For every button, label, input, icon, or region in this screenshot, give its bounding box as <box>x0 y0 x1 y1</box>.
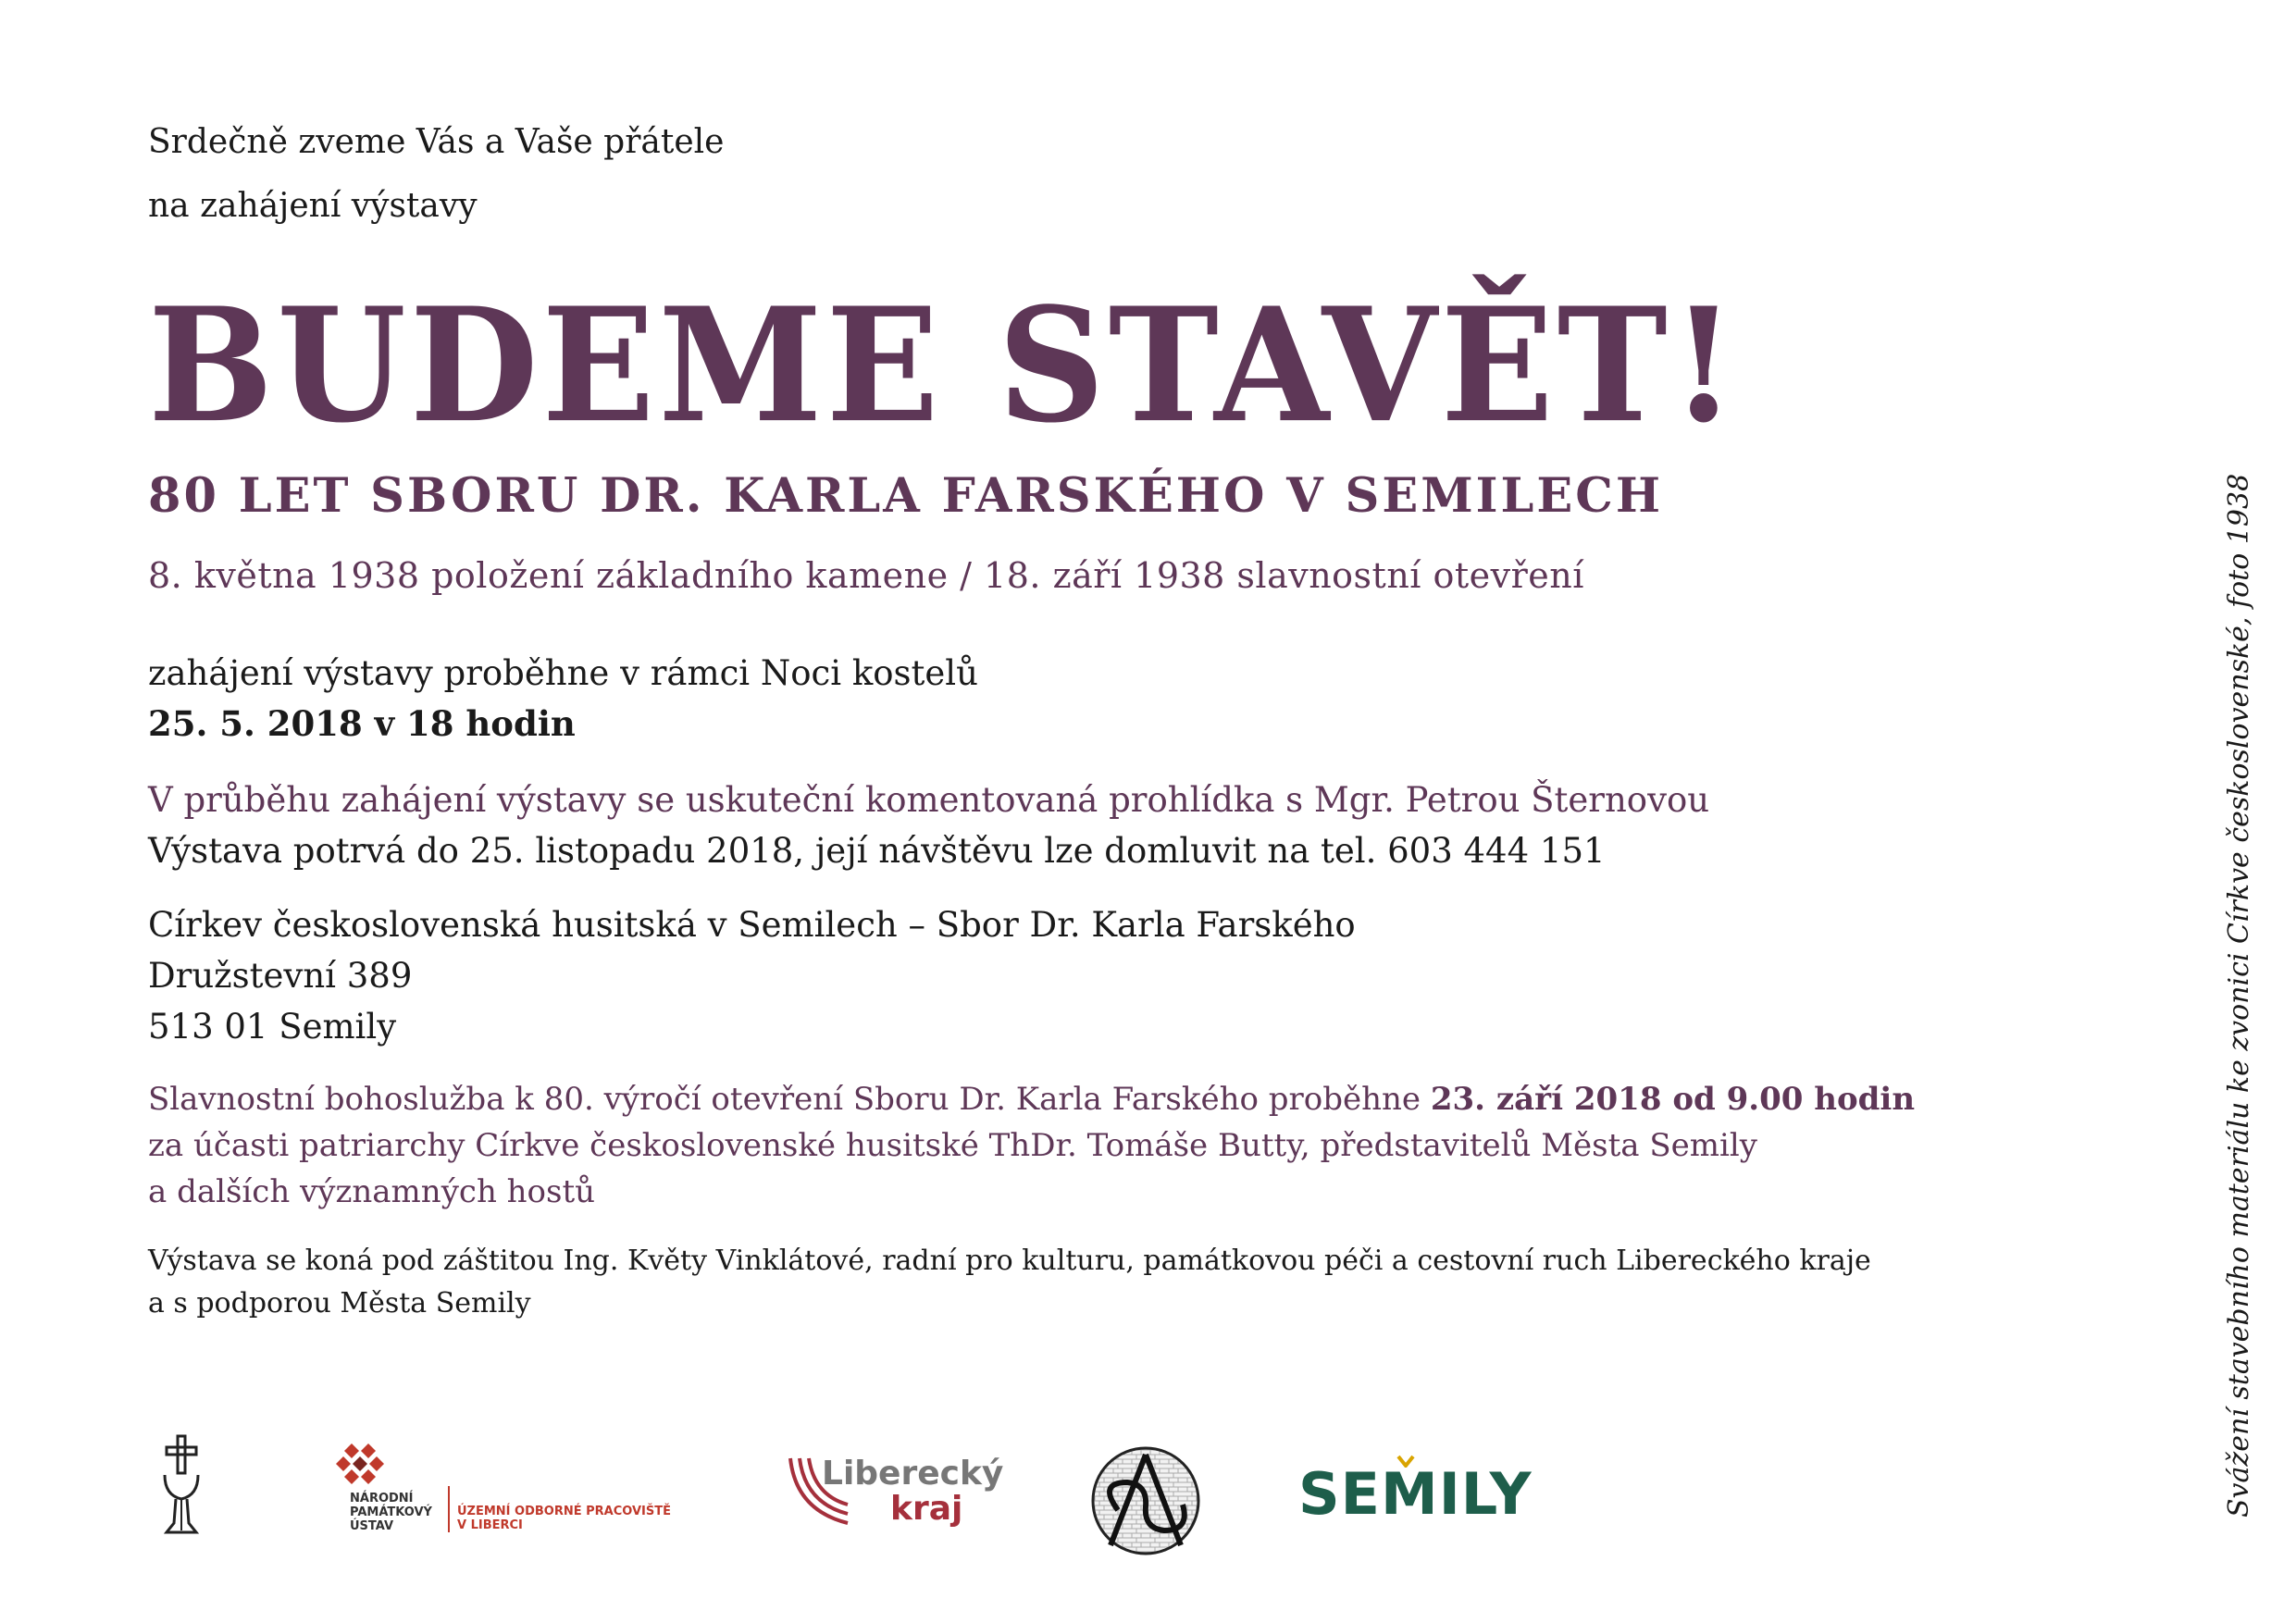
npu-name-line-3: ÚSTAV <box>350 1519 394 1533</box>
npu-name-line-1: NÁRODNÍ <box>350 1492 414 1505</box>
exhibition-subtitle: 80 LET SBORU DR. KARLA FARSKÉHO V SEMILECH <box>148 468 1664 524</box>
service-line-1-text: Slavnostní bohoslužba k 80. výročí otevření Sboru Dr. Karla Farského proběhne <box>148 1081 1431 1118</box>
opening-text: zahájení výstavy proběhne v rámci Noci kostelů <box>148 653 978 693</box>
service-line-3: a dalších významných hostů <box>148 1173 596 1210</box>
patronage-line-2: a s podporou Města Semily <box>148 1287 531 1319</box>
semily-logo <box>1298 1455 1533 1529</box>
letter-a-emblem-icon <box>1090 1445 1201 1556</box>
address-line-3: 513 01 Semily <box>148 1007 397 1047</box>
opening-datetime: 25. 5. 2018 v 18 hodin <box>148 703 576 744</box>
service-info <box>148 1076 1915 1215</box>
address-line-1: Církev československá husitská v Semilech – Sbor Dr. Karla Farského <box>148 905 1356 945</box>
npu-name-line-2: PAMÁTKOVÝ <box>350 1505 432 1519</box>
npu-logo <box>333 1443 703 1536</box>
church-chalice-logo <box>159 1434 204 1538</box>
patronage-line-1: Výstava se koná pod záštitou Ing. Květy Vinklátové, radní pro kulturu, památkovou péči a cestovní ruch Libereckého kraje <box>148 1245 1871 1277</box>
semily-wordmark: SEMILY <box>1298 1460 1533 1528</box>
npu-divider <box>448 1486 450 1532</box>
npu-department-line-1: ÚZEMNÍ ODBORNÉ PRACOVIŠTĚ <box>457 1505 671 1518</box>
exhibition-title: BUDEME STAVĚT! <box>148 273 1740 458</box>
tour-info <box>148 774 1709 876</box>
service-line-1 <box>148 1076 1915 1122</box>
invitation-line-2: na zahájení výstavy <box>148 187 478 225</box>
invitation-line-1: Srdečně zveme Vás a Vaše přátele <box>148 123 725 161</box>
guided-tour-text: V průběhu zahájení výstavy se uskuteční komentovaná prohlídka s Mgr. Petrou Šternovou <box>148 780 1710 820</box>
duration-text: Výstava potrvá do 25. listopadu 2018, její návštěvu lze domluvit na tel. 603 444 151 <box>148 831 1606 871</box>
kraj-word: kraj <box>890 1490 963 1528</box>
service-line-2: za účasti patriarchy Církve československé husitské ThDr. Tomáše Butty, představitelů Města Semily <box>148 1127 1757 1164</box>
architecture-emblem-logo <box>1090 1445 1201 1556</box>
address-line-2: Družstevní 389 <box>148 956 413 996</box>
chalice-cross-icon <box>159 1434 204 1538</box>
npu-diamonds-icon <box>333 1443 400 1486</box>
opening-info <box>148 648 978 750</box>
address <box>148 899 1356 1052</box>
patronage-info <box>148 1240 1871 1325</box>
liberecky-word: Liberecký <box>822 1455 1004 1493</box>
history-dates: 8. května 1938 položení základního kamene / 18. září 1938 slavnostní otevření <box>148 555 1584 596</box>
npu-department-line-2: V LIBERCI <box>457 1518 523 1532</box>
liberecky-kraj-logo <box>787 1455 1004 1529</box>
photo-caption: Svážení stavebního materiálu ke zvonici Církve československé, foto 1938 <box>2223 473 2255 1518</box>
service-datetime: 23. září 2018 od 9.00 hodin <box>1430 1081 1916 1118</box>
